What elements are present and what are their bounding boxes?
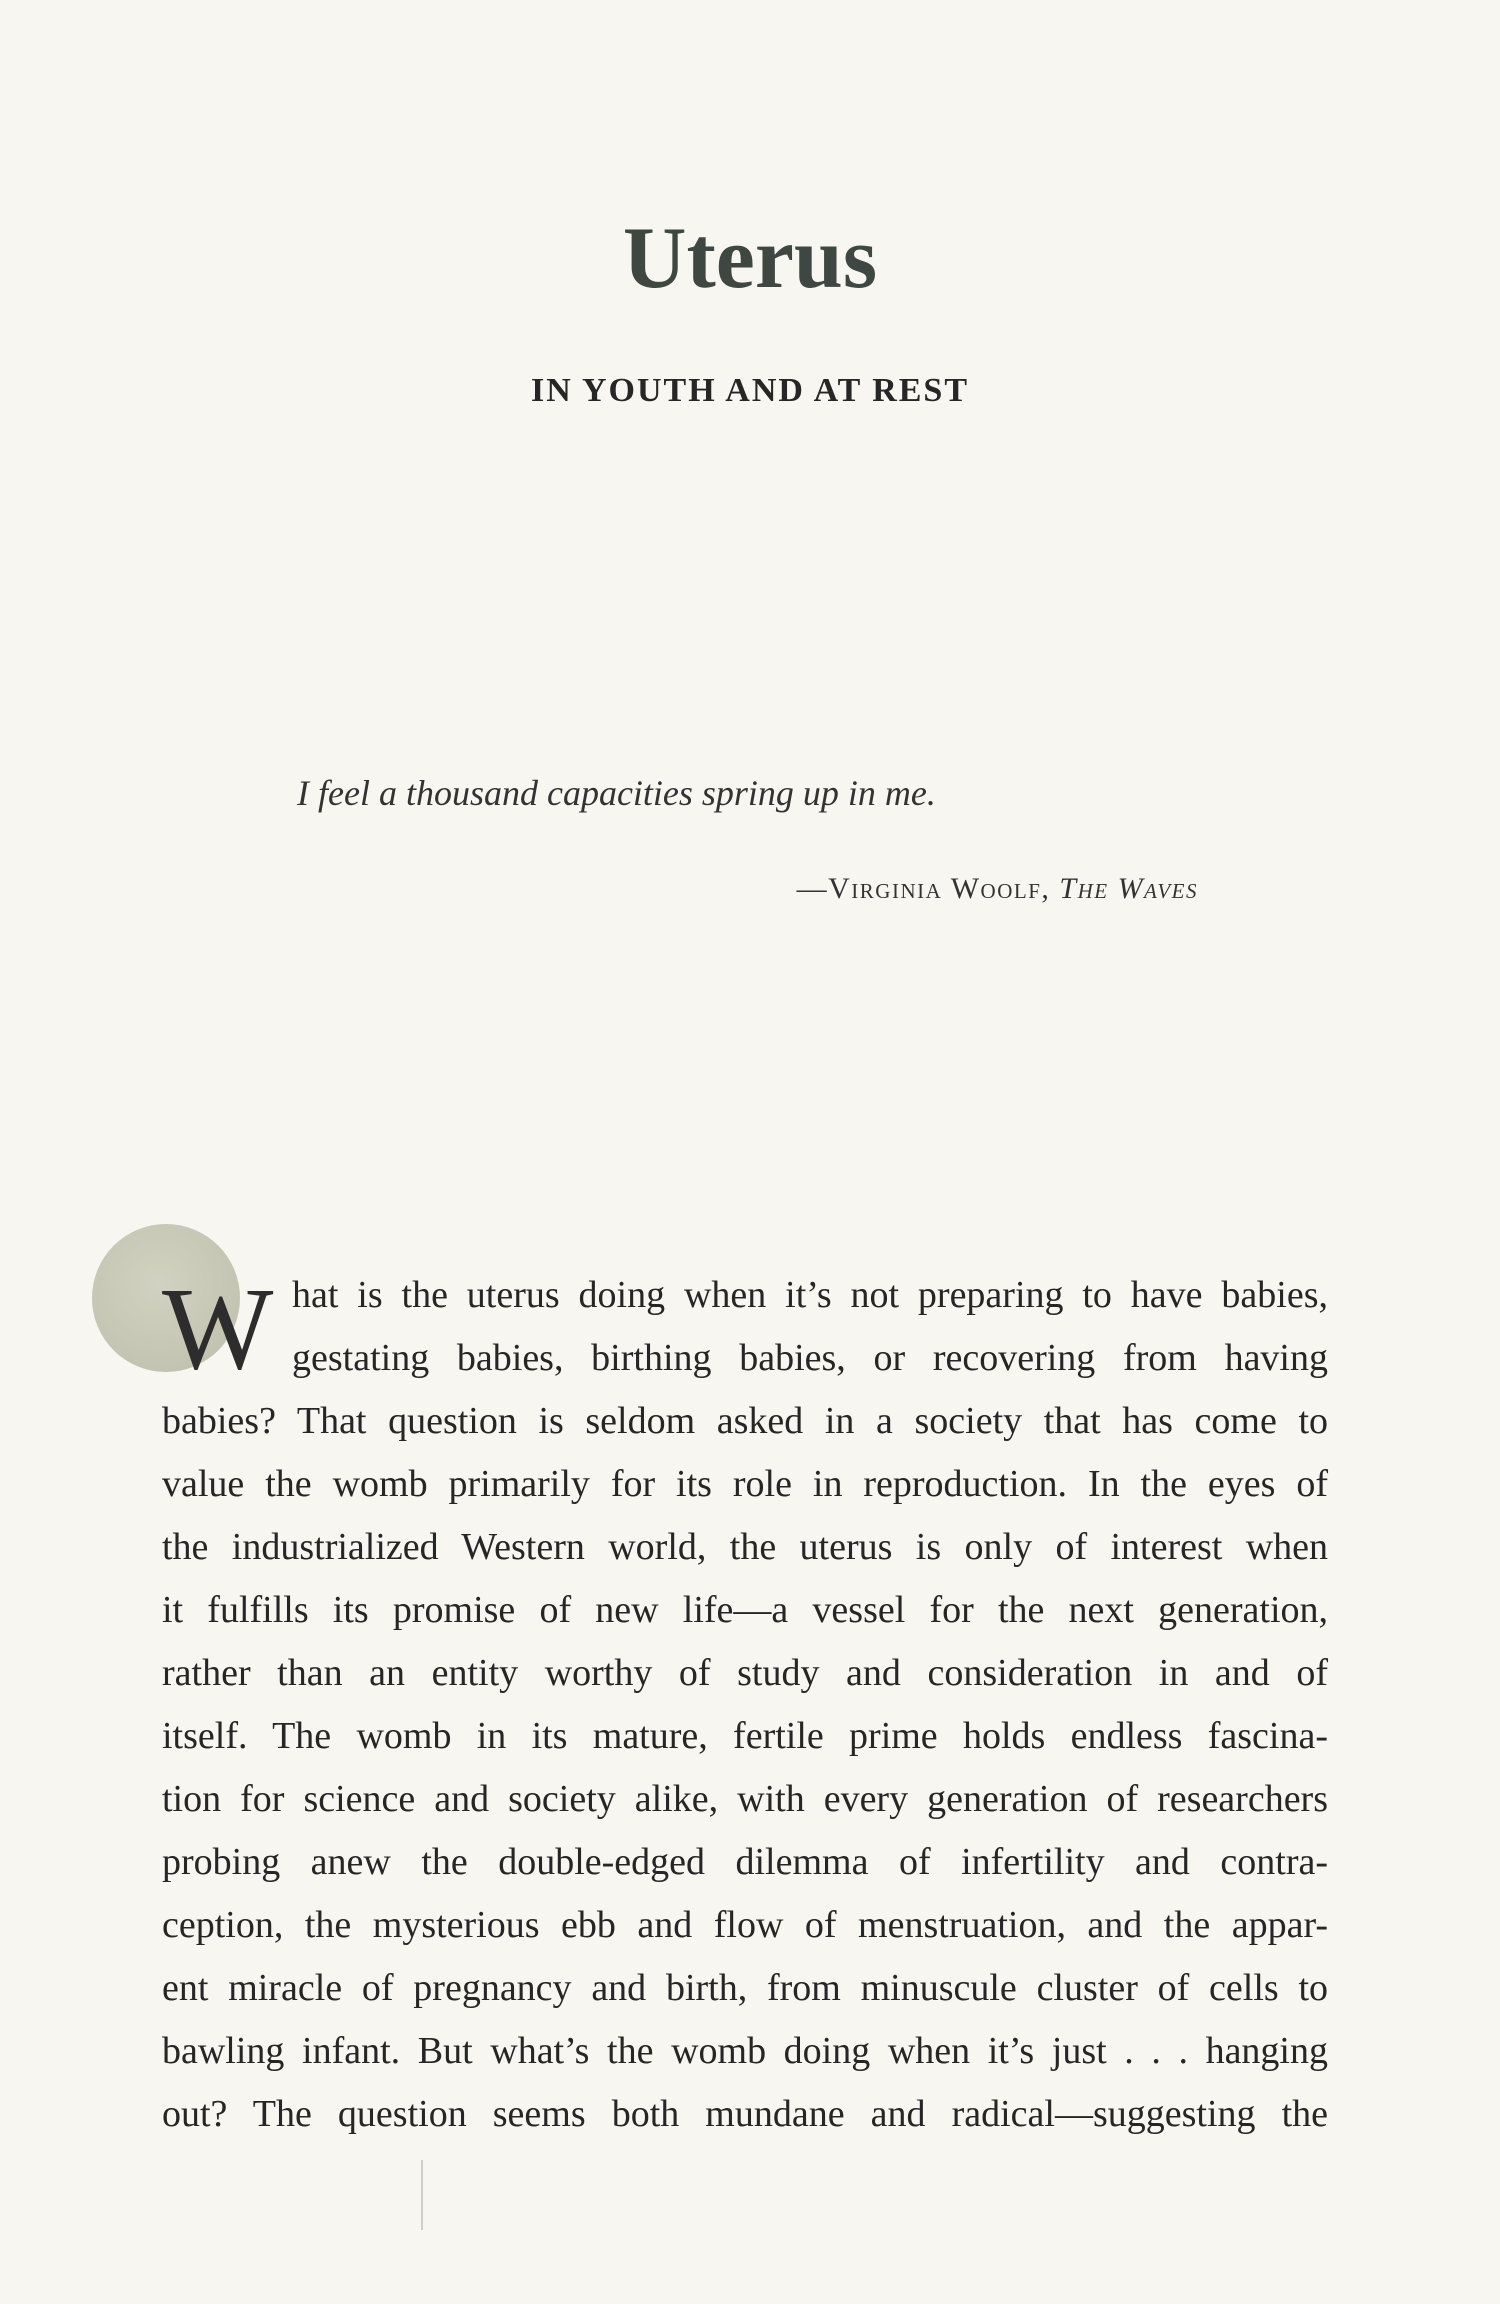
body-line: bawling infant. But what’s the womb doing when it’s just . . . hanging — [162, 2030, 1328, 2072]
body-line: babies? That question is seldom asked in a society that has come to — [162, 1400, 1328, 1442]
dropcap-letter: W — [162, 1263, 274, 1394]
body-line: probing anew the double-edged dilemma of infertility and contra- — [162, 1841, 1328, 1883]
attribution-work: The Waves — [1059, 872, 1198, 905]
body-line: ent miracle of pregnancy and birth, from minuscule cluster of cells to — [162, 1967, 1328, 2009]
body-line: ception, the mysterious ebb and flow of menstruation, and the appar- — [162, 1904, 1328, 1946]
body-line: rather than an entity worthy of study and consideration in and of — [162, 1652, 1328, 1694]
body-line: value the womb primarily for its role in reproduction. In the eyes of — [162, 1463, 1328, 1505]
epigraph-quote: I feel a thousand capacities spring up in me. — [297, 773, 936, 813]
body-opening — [292, 1264, 1328, 1390]
attribution-dash: — — [796, 872, 829, 905]
attribution-author: Virginia Woolf — [828, 872, 1042, 905]
body-line: out? The question seems both mundane and radical—suggesting the — [162, 2093, 1328, 2135]
body-line: gestating babies, birthing babies, or recovering from having — [292, 1337, 1328, 1379]
body-line: the industrialized Western world, the uterus is only of interest when — [162, 1526, 1328, 1568]
chapter-title: Uterus — [622, 210, 878, 307]
body-line: itself. The womb in its mature, fertile prime holds endless fascina- — [162, 1715, 1328, 1757]
chapter-subtitle: IN YOUTH AND AT REST — [530, 372, 970, 409]
body-paragraph — [162, 1390, 1328, 2146]
body-line: hat is the uterus doing when it’s not preparing to have babies, — [292, 1274, 1328, 1316]
scan-artifact-mark — [421, 2160, 423, 2230]
attribution-separator: , — [1041, 872, 1060, 905]
body-line: it fulfills its promise of new life—a vessel for the next generation, — [162, 1589, 1328, 1631]
body-line: tion for science and society alike, with every generation of researchers — [162, 1778, 1328, 1820]
epigraph-attribution — [797, 872, 1198, 906]
